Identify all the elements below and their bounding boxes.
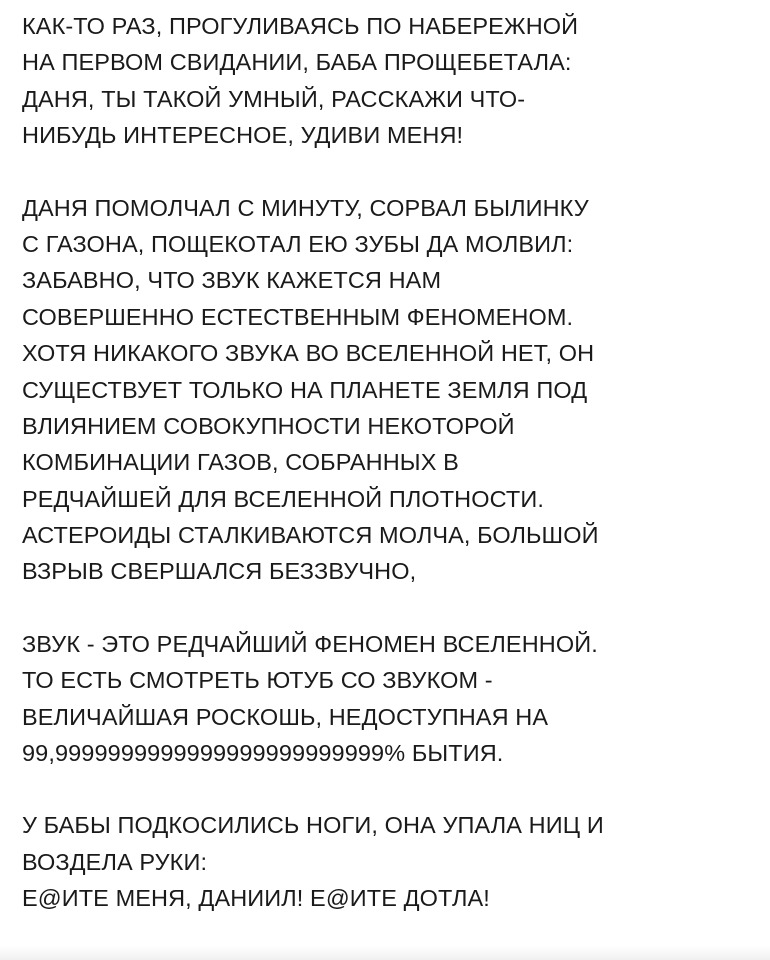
paragraph-explanation: [22, 190, 762, 590]
post-text: [22, 8, 762, 953]
text-line: ВОЗДЕЛА РУКИ:: [22, 848, 208, 875]
text-line: НА ПЕРВОМ СВИДАНИИ, БАБА ПРОЩЕБЕТАЛА:: [22, 49, 572, 76]
paragraph-intro: [22, 8, 762, 154]
text-line: ВЕЛИЧАЙШАЯ РОСКОШЬ, НЕДОСТУПНАЯ НА: [22, 703, 549, 730]
text-line: КОМБИНАЦИИ ГАЗОВ, СОБРАННЫХ В: [22, 449, 459, 476]
text-line: СОВЕРШЕННО ЕСТЕСТВЕННЫМ ФЕНОМЕНОМ.: [22, 303, 574, 330]
text-line: ДАНЯ, ТЫ ТАКОЙ УМНЫЙ, РАССКАЖИ ЧТО-: [22, 85, 526, 112]
text-line: СУЩЕСТВУЕТ ТОЛЬКО НА ПЛАНЕТЕ ЗЕМЛЯ ПОД: [22, 376, 588, 403]
text-line: ХОТЯ НИКАКОГО ЗВУКА ВО ВСЕЛЕННОЙ НЕТ, ОН: [22, 340, 595, 367]
text-line: ЗАБАВНО, ЧТО ЗВУК КАЖЕТСЯ НАМ: [22, 267, 442, 294]
text-line: РЕДЧАЙШЕЙ ДЛЯ ВСЕЛЕННОЙ ПЛОТНОСТИ.: [22, 485, 544, 512]
text-line: КАК-ТО РАЗ, ПРОГУЛИВАЯСЬ ПО НАБЕРЕЖНОЙ: [22, 13, 579, 39]
text-line: Е@ИТЕ МЕНЯ, ДАНИИЛ! Е@ИТЕ ДОТЛА!: [22, 885, 490, 912]
bottom-edge: [0, 946, 770, 960]
text-line: ВЗРЫВ СВЕРШАЛСЯ БЕЗЗВУЧНО,: [22, 558, 417, 585]
paragraph-sound: [22, 626, 762, 772]
text-line: С ГАЗОНА, ПОЩЕКОТАЛ ЕЮ ЗУБЫ ДА МОЛВИЛ:: [22, 230, 574, 257]
text-line: 99,9999999999999999999999999% БЫТИЯ.: [22, 740, 504, 767]
text-line: У БАБЫ ПОДКОСИЛИСЬ НОГИ, ОНА УПАЛА НИЦ И: [22, 812, 604, 839]
text-line: ВЛИЯНИЕМ СОВОКУПНОСТИ НЕКОТОРОЙ: [22, 412, 515, 439]
text-line: ТО ЕСТЬ СМОТРЕТЬ ЮТУБ СО ЗВУКОМ -: [22, 667, 493, 694]
paragraph-ending: [22, 807, 762, 916]
text-line: ДАНЯ ПОМОЛЧАЛ С МИНУТУ, СОРВАЛ БЫЛИНКУ: [22, 194, 589, 221]
text-line: АСТЕРОИДЫ СТАЛКИВАЮТСЯ МОЛЧА, БОЛЬШОЙ: [22, 522, 599, 549]
text-line: ЗВУК - ЭТО РЕДЧАЙШИЙ ФЕНОМЕН ВСЕЛЕННОЙ.: [22, 630, 598, 657]
text-line: НИБУДЬ ИНТЕРЕСНОЕ, УДИВИ МЕНЯ!: [22, 122, 464, 149]
